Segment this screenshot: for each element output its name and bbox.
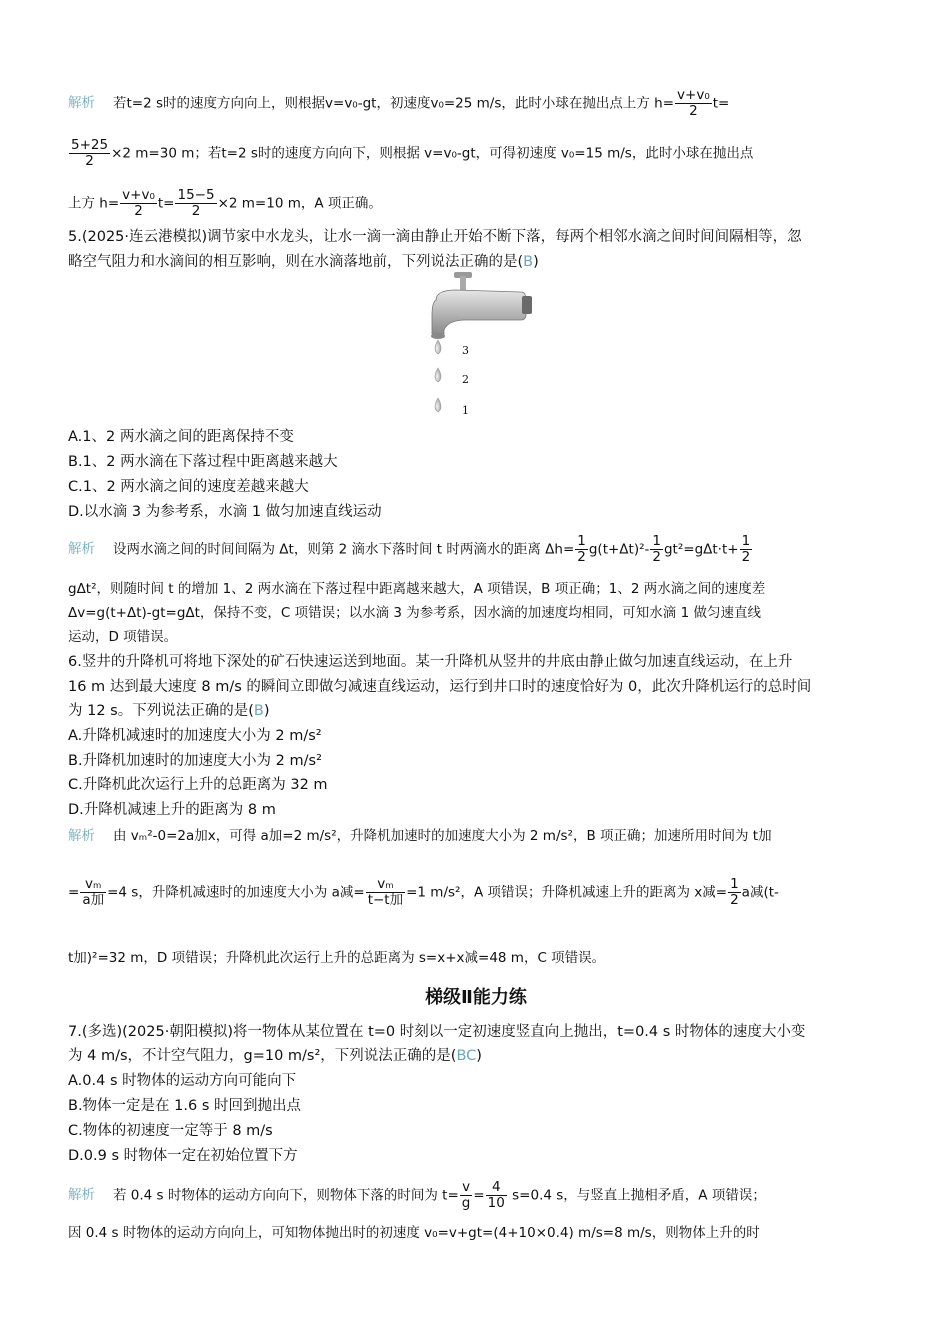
q5-option-b: B.1、2 两水滴在下落过程中距离越来越大 <box>68 454 338 470</box>
answer-letter: BC <box>456 1048 477 1064</box>
q5-stem-line-1: 5.(2025·连云港模拟)调节家中水龙头，让水一滴一滴由静止开始不断下落，每两个相邻水滴之间时间间隔相等，忽 <box>68 229 802 245</box>
water-drop-1-icon <box>435 398 441 412</box>
fraction: $\frac{4}{10}$ <box>487 1179 505 1211</box>
q6-stem-line-2: 16 m 达到最大速度 8 m/s 的瞬间立即做匀减速直线运动，运行到井口时的速度恰好为 0，此次升降机运行的总时间 <box>68 679 812 695</box>
q7-option-c: C.物体的初速度一定等于 8 m/s <box>68 1123 273 1139</box>
fraction: $\frac{1}{2}$ <box>577 533 586 565</box>
q5-explanation-line-4: 运动，D 项错误。 <box>68 629 178 645</box>
q5-stem-line-2: 略空气阻力和水滴间的相互影响，则在水滴落地前，下列说法正确的是(B) <box>68 254 539 270</box>
q5-option-a: A.1、2 两水滴之间的距离保持不变 <box>68 429 294 445</box>
q6-option-b: B.升降机加速时的加速度大小为 2 m/s² <box>68 753 322 769</box>
water-drop-2-icon <box>435 368 441 382</box>
explanation-tag: 解析 <box>68 541 95 558</box>
drop-label-1: 1 <box>462 404 469 417</box>
fraction: $\frac{1}{2}$ <box>652 533 661 565</box>
fraction: $\frac{1}{2}$ <box>741 533 751 565</box>
explanation-tag: 解析 <box>68 828 95 844</box>
q7-explanation-line-2: 因 0.4 s 时物体的运动方向向上，可知物体抛出时的初速度 v₀=v+gt=(4+10×0.4) m/s=8 m/s，则物体上升的时 <box>68 1225 760 1241</box>
fraction: $\frac{\text{vₘ}}{\text{a加}}$ <box>82 876 105 908</box>
drop-label-2: 2 <box>462 373 469 386</box>
q6-option-c: C.升降机此次运行上升的总距离为 32 m <box>68 777 328 793</box>
q5-option-c: C.1、2 两水滴之间的速度差越来越大 <box>68 479 309 495</box>
q6-option-a: A.升降机减速时的加速度大小为 2 m/s² <box>68 728 322 744</box>
fraction: $\frac{\text{v+v₀}}{2}$ <box>677 87 710 119</box>
explanation-tag: 解析 <box>68 1187 95 1204</box>
answer-letter: B <box>523 254 534 270</box>
faucet-figure <box>426 270 546 420</box>
water-drop-3-icon <box>435 340 441 354</box>
q7-explanation-line-1: 解析 若 0.4 s 时物体的运动方向向下，则物体下落的时间为 t= $\frac{v}{g}$ = $\frac{4}{10}$ s=0.4 s，与竖直上抛相矛盾，A 项错误； <box>68 1179 766 1211</box>
fraction: $\frac{5+25}{2}$ <box>71 137 109 169</box>
q6-explanation-line-1: 解析 由 vₘ²-0=2a加x，可得 a加=2 m/s²，升降机加速时的加速度大小为 2 m/s²，B 项正确；加速所用时间为 t加 <box>68 828 772 844</box>
q5-explanation-line-3: Δv=g(t+Δt)-gt=gΔt，保持不变，C 项错误；以水滴 3 为参考系，因水滴的加速度均相同，可知水滴 1 做匀速直线 <box>68 605 761 621</box>
fraction: $\frac{v}{g}$ <box>461 1179 471 1211</box>
fraction: $\frac{15-5}{2}$ <box>177 187 215 219</box>
q6-explanation-line-3: t加)²=32 m，D 项错误；升降机此次运行上升的总距离为 s=x+x减=48 m，C 项错误。 <box>68 950 606 966</box>
q6-stem-line-3: 为 12 s。下列说法正确的是(B) <box>68 703 270 719</box>
fraction: $\frac{\text{vₘ}}{\text{t−t加}}$ <box>367 876 404 908</box>
explanation-tag: 解析 <box>68 95 95 112</box>
q4-explanation-line-3: 上方 h= $\frac{\text{v+v₀}}{2}$ t= $\frac{15-5}{2}$ ×2 m=10 m，A 项正确。 <box>68 187 382 219</box>
q7-option-b: B.物体一定是在 1.6 s 时回到抛出点 <box>68 1098 301 1114</box>
q7-option-d: D.0.9 s 时物体一定在初始位置下方 <box>68 1148 298 1164</box>
q6-stem-line-1: 6.竖井的升降机可将地下深处的矿石快速运送到地面。某一升降机从竖井的井底由静止做匀加速直线运动，在上升 <box>68 654 793 670</box>
q6-explanation-line-2: = $\frac{\text{vₘ}}{\text{a加}}$ =4 s，升降机减速时的加速度大小为 a减= $\frac{\text{vₘ}}{\text{t−t加}}$ =1 m/s²，A 项错误；升降机减速上升的距离为 x减= $\frac{1}{2}$ a减(t- <box>68 876 779 908</box>
faucet-icon <box>426 270 546 420</box>
fraction: $\frac{\text{v+v₀}}{2}$ <box>122 187 155 219</box>
q7-option-a: A.0.4 s 时物体的运动方向可能向下 <box>68 1073 297 1089</box>
section-title: 梯级Ⅱ能力练 <box>425 987 527 1008</box>
answer-letter: B <box>253 703 264 719</box>
q6-option-d: D.升降机减速上升的距离为 8 m <box>68 802 276 818</box>
q5-explanation-line-2: gΔt²，则随时间 t 的增加 1、2 两水滴在下落过程中距离越来越大，A 项错误，B 项正确；1、2 两水滴之间的速度差 <box>68 581 766 597</box>
q5-option-d: D.以水滴 3 为参考系，水滴 1 做匀加速直线运动 <box>68 504 382 520</box>
fraction: $\frac{1}{2}$ <box>730 876 739 908</box>
drop-label-3: 3 <box>462 344 469 357</box>
q4-explanation-line-1: 解析 若t=2 s时的速度方向向上，则根据v=v₀-gt，初速度v₀=25 m/s，此时小球在抛出点上方 h= $\frac{\text{v+v₀}}{2}$ t= <box>68 87 730 119</box>
q5-explanation-line-1: 解析 设两水滴之间的时间间隔为 Δt，则第 2 滴水下落时间 t 时两滴水的距离 Δh= $\frac{1}{2}$ g(t+Δt)²- $\frac{1}{2}$ gt²=gΔt·t+ $\frac{1}{2}$ <box>68 533 751 565</box>
q7-stem-line-2: 为 4 m/s，不计空气阻力，g=10 m/s²，下列说法正确的是(BC) <box>68 1048 482 1064</box>
q4-explanation-line-2: $\frac{5+25}{2}$ ×2 m=30 m；若t=2 s时的速度方向向下，则根据 v=v₀-gt，可得初速度 v₀=15 m/s，此时小球在抛出点 <box>71 137 754 169</box>
q7-stem-line-1: 7.(多选)(2025·朝阳模拟)将一物体从某位置在 t=0 时刻以一定初速度竖直向上抛出，t=0.4 s 时物体的速度大小变 <box>68 1024 806 1040</box>
